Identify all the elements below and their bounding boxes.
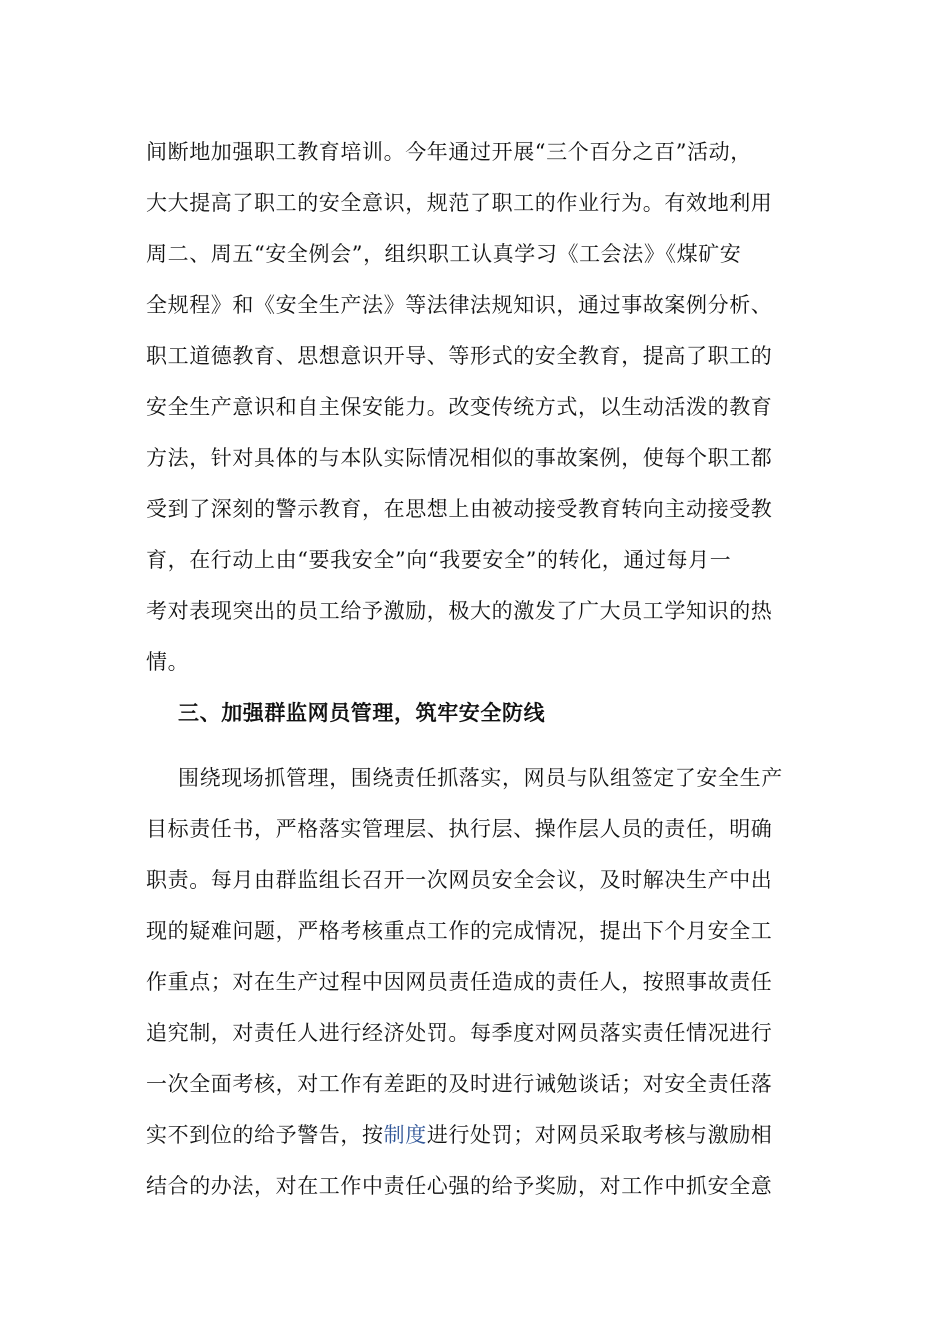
paragraph-line: 考对表现突出的员工给予激励，极大的激发了广大员工学知识的热 [146, 599, 773, 623]
paragraph-line: 大大提高了职工的安全意识，规范了职工的作业行为。有效地利用 [146, 191, 773, 215]
regulation-link[interactable]: 制度 [383, 1123, 427, 1147]
paragraph-line: 方法，针对具体的与本队实际情况相似的事故案例，使每个职工都 [146, 446, 773, 470]
paragraph-line: 周二、周五“安全例会”，组织职工认真学习《工会法》《煤矿安 [146, 242, 742, 266]
paragraph-line: 追究制，对责任人进行经济处罚。每季度对网员落实责任情况进行 [146, 1021, 773, 1045]
text-segment: 实不到位的给予警告，按 [146, 1123, 384, 1147]
paragraph-line: 全规程》和《安全生产法》等法律法规知识，通过事故案例分析、 [146, 293, 773, 317]
paragraph-line: 作重点；对在生产过程中因网员责任造成的责任人，按照事故责任 [146, 970, 773, 994]
section-heading: 三、加强群监网员管理，筑牢安全防线 [178, 700, 546, 725]
paragraph-line: 结合的办法，对在工作中责任心强的给予奖励，对工作中抓安全意 [146, 1174, 773, 1198]
text-segment: 进行处罚；对网员采取考核与激励相 [426, 1123, 773, 1147]
paragraph-line: 职责。每月由群监组长召开一次网员安全会议，及时解决生产中出 [146, 868, 773, 892]
paragraph-line: 围绕现场抓管理，围绕责任抓落实，网员与队组签定了安全生产 [178, 766, 783, 790]
paragraph-line: 间断地加强职工教育培训。今年通过开展“三个百分之百”活动， [146, 140, 752, 164]
paragraph-line: 一次全面考核，对工作有差距的及时进行诫勉谈话；对安全责任落 [146, 1072, 773, 1096]
paragraph-line: 受到了深刻的警示教育，在思想上由被动接受教育转向主动接受教 [146, 497, 773, 521]
paragraph-line-with-link [146, 1120, 772, 1150]
paragraph-line: 安全生产意识和自主保安能力。改变传统方式，以生动活泼的教育 [146, 395, 773, 419]
paragraph-line: 职工道德教育、思想意识开导、等形式的安全教育，提高了职工的 [146, 344, 773, 368]
paragraph-line: 现的疑难问题，严格考核重点工作的完成情况，提出下个月安全工 [146, 919, 773, 943]
paragraph-line: 目标责任书，严格落实管理层、执行层、操作层人员的责任，明确 [146, 817, 773, 841]
paragraph-line: 情。 [146, 650, 190, 674]
paragraph-line: 育，在行动上由“要我安全”向“我要安全”的转化，通过每月一 [146, 548, 732, 572]
